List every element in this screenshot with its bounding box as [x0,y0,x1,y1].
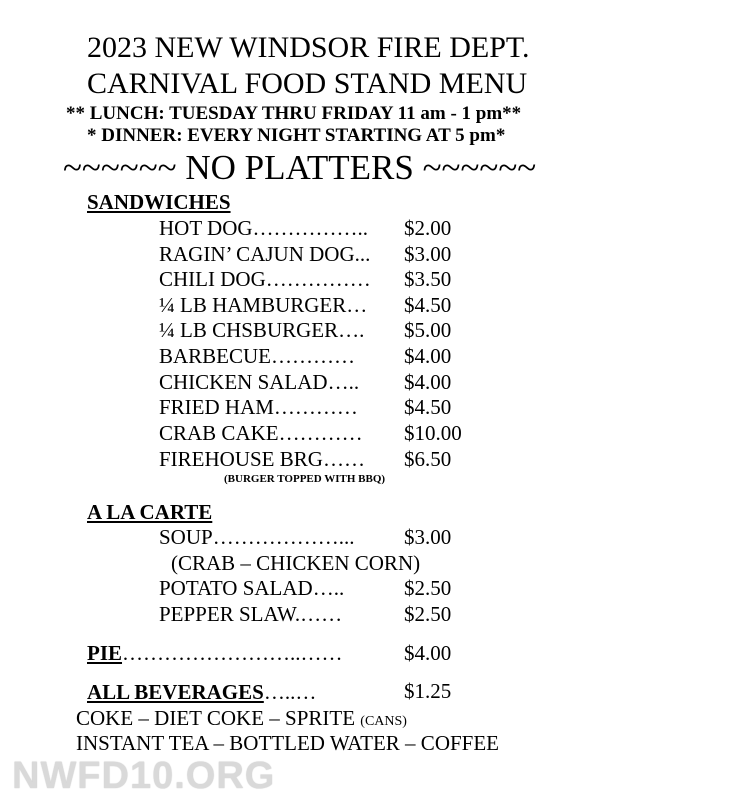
dinner-hours: * DINNER: EVERY NIGHT STARTING AT 5 pm* [87,125,506,146]
menu-item-price: $3.00 [404,525,452,549]
menu-item-name: POTATO SALAD….. [159,576,345,600]
menu-item-name: SOUP………………... [159,525,355,549]
menu-item-name: CRAB CAKE………… [159,421,363,445]
menu-item-price: $2.50 [404,576,452,600]
menu-item-price: $4.00 [404,344,452,368]
menu-item-name: CHILI DOG…………… [159,267,371,291]
site-watermark: NWFD10.ORG [12,755,276,797]
section-heading-a-la-carte: A LA CARTE [87,500,213,524]
menu-item-name: FIREHOUSE BRG…… [159,447,365,471]
section-heading-beverages: ALL BEVERAGES [87,680,264,704]
lunch-hours: ** LUNCH: TUESDAY THRU FRIDAY 11 am - 1 pm** [66,103,522,124]
menu-title-line2: CARNIVAL FOOD STAND MENU [87,67,528,100]
menu-title-line1: 2023 NEW WINDSOR FIRE DEPT. [87,31,530,64]
beverages-price: $1.25 [404,679,452,703]
menu-item-price: $4.50 [404,293,452,317]
section-heading-sandwiches: SANDWICHES [87,190,231,214]
menu-item-price: $3.50 [404,267,452,291]
menu-item-price: $10.00 [404,421,462,445]
beverage-list-line2: INSTANT TEA – BOTTLED WATER – COFFEE [76,731,499,755]
beverage-list-line1 [76,706,407,734]
menu-item-name: ¼ LB HAMBURGER… [159,293,368,317]
no-platters-banner: ~~~~~~ NO PLATTERS ~~~~~~ [63,148,537,187]
section-heading-pie: PIE [87,641,123,665]
menu-item-price: $4.50 [404,395,452,419]
beverages-row [87,679,316,705]
firehouse-burger-note: (BURGER TOPPED WITH BBQ) [224,473,386,485]
menu-item-price: $2.00 [404,216,452,240]
menu-item-name: FRIED HAM………… [159,395,358,419]
menu-item-name: PEPPER SLAW.…… [159,602,343,626]
menu-item-name: BARBECUE………… [159,344,356,368]
pie-price: $4.00 [404,641,452,665]
beverages-dot-leader: …..… [263,680,317,704]
beverage-list-cans: (CANS) [360,714,407,729]
beverage-list-sodas: COKE – DIET COKE – SPRITE [76,706,356,730]
menu-item-price: $2.50 [404,602,452,626]
menu-item-price: $5.00 [404,318,452,342]
menu-item-name: ¼ LB CHSBURGER…. [159,318,365,342]
soup-options-note: (CRAB – CHICKEN CORN) [171,551,421,575]
menu-item-price: $3.00 [404,242,452,266]
pie-dot-leader: ……………………..…… [122,641,343,665]
menu-item-price: $4.00 [404,370,452,394]
menu-item-price: $6.50 [404,447,452,471]
menu-item-name: CHICKEN SALAD….. [159,370,360,394]
menu-item-name: HOT DOG…………….. [159,216,369,240]
menu-item-name: RAGIN’ CAJUN DOG... [159,242,371,266]
pie-row [87,640,343,666]
